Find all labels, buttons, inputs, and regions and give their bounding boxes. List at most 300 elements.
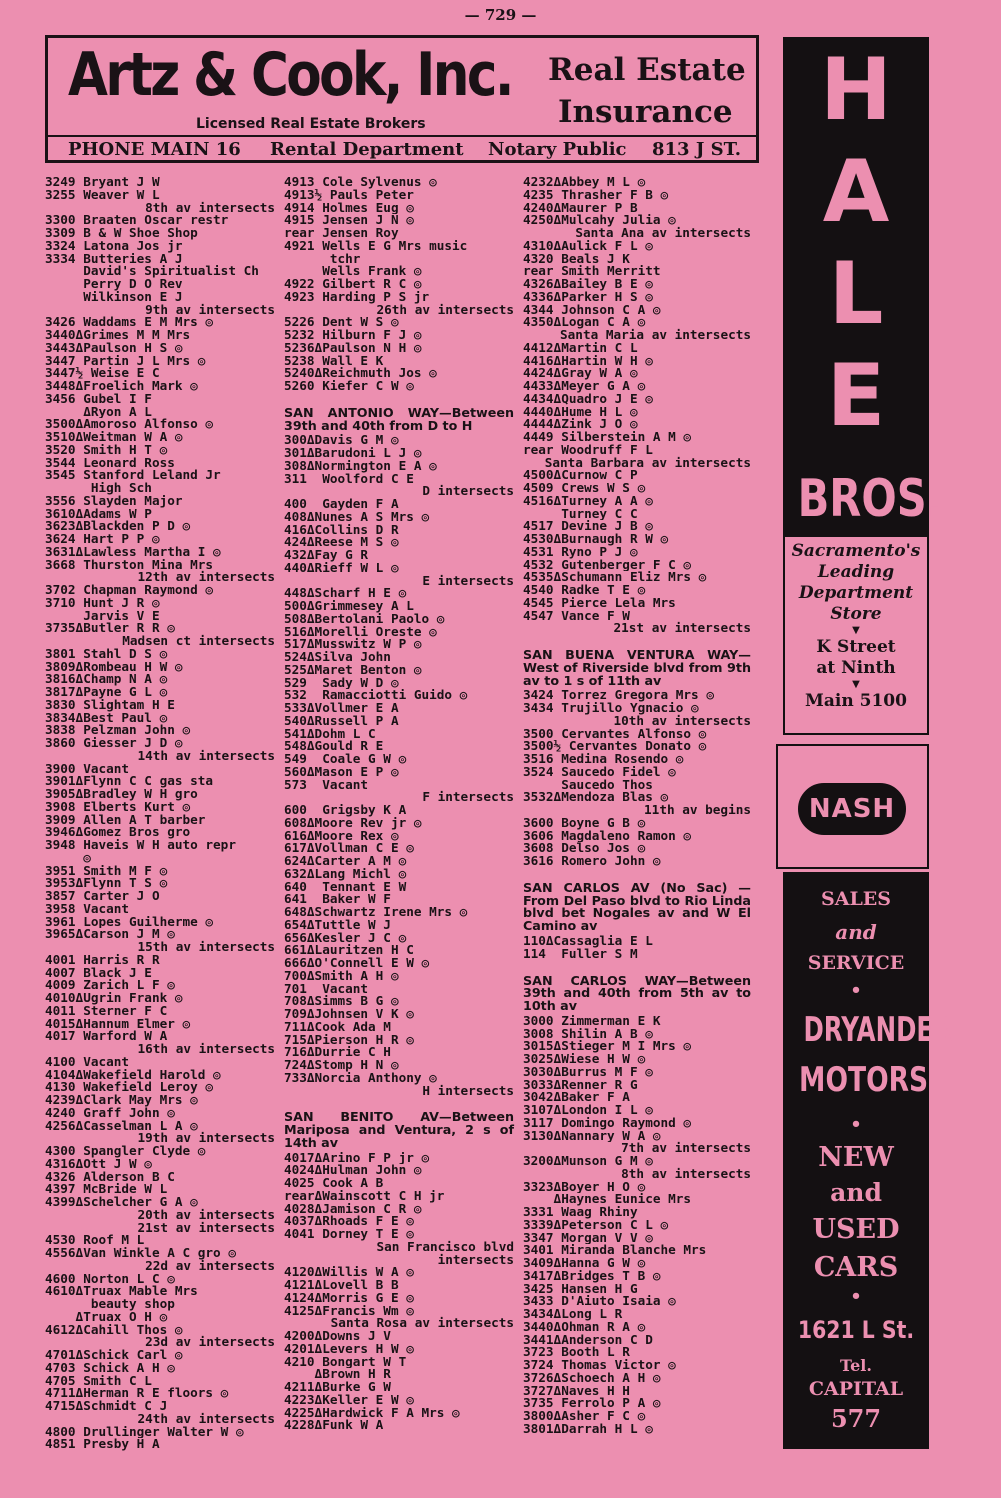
intersection-heading: 23d av intersects bbox=[145, 1334, 275, 1350]
directory-entry: 4024ΔHulman John ◎ bbox=[284, 1164, 422, 1178]
licensed-label: Licensed Real Estate Brokers bbox=[196, 116, 426, 132]
directory-entry: 4041 Dorney T E ◎ bbox=[284, 1228, 414, 1241]
directory-entry: 700ΔSmith A H ◎ bbox=[284, 969, 399, 983]
directory-entry: rear Smith Merritt bbox=[523, 265, 661, 278]
intersection-heading: 24th av intersects bbox=[137, 1410, 275, 1426]
directory-entry: 3347 Morgan V V ◎ bbox=[523, 1231, 653, 1245]
directory-entry: 4540 Radke T E ◎ bbox=[523, 584, 646, 597]
directory-entry: 4433ΔMeyer G A ◎ bbox=[523, 380, 646, 393]
directory-entry: 3130ΔNannary W A ◎ bbox=[523, 1129, 661, 1143]
cars-label: CARS bbox=[813, 1252, 899, 1283]
directory-entry: 632ΔLang Michl ◎ bbox=[284, 867, 407, 881]
directory-entry: 560ΔMason E P ◎ bbox=[284, 765, 399, 779]
directory-entry: 3816ΔChamp N A ◎ bbox=[45, 673, 168, 686]
directory-entry: 400 Gayden F A bbox=[284, 498, 399, 511]
directory-entry: 4547 Vance F W bbox=[523, 609, 630, 623]
service-label: SERVICE bbox=[807, 952, 905, 974]
directory-entry: 517ΔMusswitz W P ◎ bbox=[284, 638, 422, 652]
street-heading: SAN CARLOS WAY—Between 39th and 40th from 5th av to 10th av bbox=[523, 972, 751, 1014]
directory-entry: Perry D O Rev bbox=[45, 278, 183, 291]
directory-entry: 3255 Weaver W L bbox=[45, 188, 160, 202]
directory-entry: 4711ΔHerman R E floors ◎ bbox=[45, 1387, 229, 1400]
hale-bros-label: BROS. bbox=[797, 469, 943, 529]
directory-entry: 661ΔLauritzen H C bbox=[284, 944, 414, 958]
directory-entry: 4612ΔCahill Thos ◎ bbox=[45, 1323, 183, 1337]
intersection-heading: 10th av intersects bbox=[613, 712, 751, 728]
directory-entry: 4350ΔLogan C A ◎ bbox=[523, 316, 646, 329]
directory-entry: 4210 Bongart W T bbox=[284, 1355, 407, 1369]
bullet-1: • bbox=[850, 980, 862, 1001]
directory-entry: 301ΔBarudoni L J ◎ bbox=[284, 447, 422, 460]
directory-entry: 3030ΔBurrus M F ◎ bbox=[523, 1065, 653, 1079]
directory-entry: 3608 Delso Jos ◎ bbox=[523, 842, 646, 856]
capital-label: CAPITAL bbox=[808, 1378, 904, 1400]
directory-entry: 3606 Magdaleno Ramon ◎ bbox=[523, 829, 692, 843]
directory-entry: 3958 Vacant bbox=[45, 902, 130, 916]
directory-entry: 3324 Latona Jos jr bbox=[45, 239, 183, 253]
directory-entry: 3624 Hart P P ◎ bbox=[45, 533, 160, 546]
street-heading: SAN CARLOS AV (No Sac) —From Del Paso blvd to Rio Linda blvd bet Nogales av and W El Camino av bbox=[523, 879, 751, 934]
intersection-heading: 9th av intersects bbox=[145, 301, 275, 317]
directory-entry: 3735 Ferrolo P A ◎ bbox=[523, 1397, 661, 1411]
directory-entry: 3300 Braaten Oscar restr bbox=[45, 214, 229, 227]
insurance-label: Insurance bbox=[558, 94, 733, 130]
directory-entry: 3801ΔDarrah H L ◎ bbox=[523, 1422, 653, 1436]
directory-entry: 4715ΔSchmidt C J bbox=[45, 1400, 168, 1413]
bullet-3: • bbox=[850, 1286, 862, 1307]
directory-entry: 5238 Wall E K bbox=[284, 354, 384, 368]
directory-entry: 4444ΔZink J O ◎ bbox=[523, 418, 638, 431]
and-label-1: and bbox=[835, 920, 877, 944]
directory-entry: 548ΔGould R E bbox=[284, 740, 384, 754]
directory-entry: 3456 Gubel I F bbox=[45, 392, 152, 406]
directory-entry: 4017ΔArino F P jr ◎ bbox=[284, 1151, 430, 1165]
directory-entry: 4915 Jensen J N ◎ bbox=[284, 214, 414, 227]
intersection-heading: 14th av intersects bbox=[137, 747, 275, 763]
directory-entry: 110ΔCassaglia E L bbox=[523, 935, 653, 948]
directory-entry: 624ΔCarter A M ◎ bbox=[284, 855, 407, 868]
directory-entry: 3900 Vacant bbox=[45, 762, 130, 776]
directory-entry: 5240ΔReichmuth Jos ◎ bbox=[284, 367, 437, 380]
ad-divider bbox=[48, 135, 756, 137]
directory-entry: 4535ΔSchumann Eliz Mrs ◎ bbox=[523, 571, 707, 584]
directory-entry: 3857 Carter J O bbox=[45, 890, 160, 903]
nash-ad bbox=[776, 744, 929, 869]
phone-number: 577 bbox=[830, 1404, 882, 1433]
directory-entry: 3323ΔBoyer H O ◎ bbox=[523, 1180, 646, 1194]
directory-entry: 641 Baker W F bbox=[284, 893, 391, 907]
directory-entry: 4921 Wells E G Mrs music bbox=[284, 239, 468, 253]
directory-entry: 4600 Norton L C ◎ bbox=[45, 1272, 175, 1286]
directory-entry: 4130 Wakefield Leroy ◎ bbox=[45, 1081, 214, 1094]
directory-entry: 3440ΔGrimes M M Mrs bbox=[45, 329, 191, 342]
intersection-heading: H intersects bbox=[422, 1082, 514, 1098]
directory-entry: 4037ΔRhoads F E ◎ bbox=[284, 1215, 414, 1229]
directory-entry: 4923 Harding P S jr bbox=[284, 290, 430, 304]
directory-entry: 4703 Schick A H ◎ bbox=[45, 1361, 175, 1375]
directory-entry: Jarvis V E bbox=[45, 609, 160, 623]
directory-entry: 4007 Black J E bbox=[45, 966, 152, 980]
directory-entry: 4517 Devine J B ◎ bbox=[523, 520, 653, 533]
directory-entry: 3727ΔNaves H H bbox=[523, 1384, 630, 1398]
directory-entry: 4240 Graff John ◎ bbox=[45, 1106, 175, 1120]
directory-entry: 4336ΔParker H S ◎ bbox=[523, 290, 653, 304]
directory-entry: 3610ΔAdams W P bbox=[45, 507, 152, 521]
directory-entry: 666ΔO'Connell E W ◎ bbox=[284, 957, 430, 970]
directory-entry: 3948 Haveis W H auto repr bbox=[45, 839, 236, 852]
directory-entry: 3117 Domingo Raymond ◎ bbox=[523, 1116, 692, 1130]
directory-entry: 3015ΔStieger M I Mrs ◎ bbox=[523, 1040, 692, 1054]
directory-entry: 4516ΔTurney A A ◎ bbox=[523, 494, 653, 508]
directory-entry: 3544 Leonard Ross bbox=[45, 456, 175, 470]
directory-entry: 4025 Cook A B bbox=[284, 1177, 384, 1190]
directory-entry: 733ΔNorcia Anthony ◎ bbox=[284, 1071, 437, 1085]
intersection-heading: San Francisco blvd bbox=[376, 1238, 514, 1254]
intersection-heading: Santa Rosa av intersects bbox=[330, 1315, 514, 1331]
directory-entry: 308ΔNormington E A ◎ bbox=[284, 459, 437, 473]
directory-column-1 bbox=[45, 176, 275, 1451]
and-label-2: and bbox=[830, 1178, 882, 1207]
directory-entry: David's Spiritualist Ch bbox=[45, 265, 259, 278]
directory-entry: 3623ΔBlackden P D ◎ bbox=[45, 520, 191, 533]
directory-entry: 4399ΔSchelcher G A ◎ bbox=[45, 1196, 198, 1209]
motors-name: MOTORS bbox=[799, 1060, 929, 1100]
intersection-heading: 16th av intersects bbox=[137, 1041, 275, 1056]
directory-entry: 3545 Stanford Leland Jr bbox=[45, 469, 221, 482]
directory-entry: 5232 Hilburn F J ◎ bbox=[284, 329, 422, 342]
directory-entry: 3801 Stahl D S ◎ bbox=[45, 647, 168, 661]
intersection-heading: Santa Ana av intersects bbox=[575, 225, 751, 240]
directory-column-3 bbox=[523, 176, 751, 1436]
directory-entry: 4239ΔClark May Mrs ◎ bbox=[45, 1094, 198, 1107]
directory-entry: 3200ΔMunson G M ◎ bbox=[523, 1155, 653, 1168]
directory-entry: 4235 Thrasher F B ◎ bbox=[523, 188, 669, 202]
directory-entry: 724ΔStomp H N ◎ bbox=[284, 1059, 399, 1072]
intersection-heading: intersects bbox=[437, 1251, 514, 1267]
street-label: K Street bbox=[816, 637, 896, 657]
street-heading: SAN BUENA VENTURA WAY—West of Riverside blvd from 9th av to 1 s of 11th av bbox=[523, 647, 751, 688]
directory-entry: 3309 B & W Shoe Shop bbox=[45, 227, 198, 240]
phone-label: PHONE MAIN 16 bbox=[68, 139, 241, 160]
directory-entry: 3905ΔBradley W H gro bbox=[45, 788, 198, 801]
directory-entry: 4104ΔWakefield Harold ◎ bbox=[45, 1068, 221, 1082]
hale-phone: Main 5100 bbox=[805, 691, 907, 711]
directory-entry: 4232ΔAbbey M L ◎ bbox=[523, 176, 646, 189]
directory-entry: 3042ΔBaker F A bbox=[523, 1091, 630, 1105]
tagline-2: Leading bbox=[817, 562, 895, 582]
directory-entry: 715ΔPierson H R ◎ bbox=[284, 1033, 414, 1047]
directory-entry: 4416ΔHartin W H ◎ bbox=[523, 354, 653, 368]
directory-entry: rear Jensen Roy bbox=[284, 227, 399, 240]
directory-entry: 3426 Waddams E M Mrs ◎ bbox=[45, 316, 214, 329]
directory-entry: 3425 Hansen H G bbox=[523, 1282, 638, 1296]
directory-entry: 3249 Bryant J W bbox=[45, 176, 160, 189]
directory-entry: 3710 Hunt J R ◎ bbox=[45, 596, 160, 610]
directory-entry: 4200ΔDowns J V bbox=[284, 1330, 391, 1343]
directory-entry: 3334 Butteries A J bbox=[45, 252, 183, 266]
directory-entry: 3008 Shilin A B ◎ bbox=[523, 1027, 653, 1041]
directory-entry: 3448ΔFroelich Mark ◎ bbox=[45, 380, 198, 393]
directory-entry: 440ΔRieff W L ◎ bbox=[284, 561, 399, 575]
directory-entry: 3510ΔWeitman W A ◎ bbox=[45, 431, 183, 444]
directory-entry: 448ΔScharf H E ◎ bbox=[284, 587, 407, 601]
directory-entry: 4344 Johnson C A ◎ bbox=[523, 303, 661, 317]
directory-entry: 3908 Elberts Kurt ◎ bbox=[45, 800, 191, 814]
real-estate-label: Real Estate bbox=[548, 52, 746, 88]
directory-entry: 3441ΔAnderson C D bbox=[523, 1333, 653, 1347]
directory-entry: 3901ΔFlynn C C gas sta bbox=[45, 775, 214, 788]
directory-entry: 3735ΔButler R R ◎ bbox=[45, 622, 175, 635]
directory-entry: 4121ΔLovell B B bbox=[284, 1279, 399, 1292]
directory-entry: 3500 Cervantes Alfonso ◎ bbox=[523, 727, 707, 741]
directory-entry: 3830 Slightam H E bbox=[45, 698, 175, 712]
directory-entry: 4015ΔHannum Elmer ◎ bbox=[45, 1017, 191, 1031]
directory-entry: 4532 Gutenberger F C ◎ bbox=[523, 558, 692, 572]
directory-entry: 3556 Slayden Major bbox=[45, 494, 183, 508]
bullet-2: • bbox=[850, 1114, 862, 1135]
directory-entry: 4449 Silberstein A M ◎ bbox=[523, 431, 692, 444]
directory-entry: 4530ΔBurnaugh R W ◎ bbox=[523, 533, 669, 546]
directory-entry: 4256ΔCasselman L A ◎ bbox=[45, 1119, 198, 1133]
directory-entry: 3401 Miranda Blanche Mrs bbox=[523, 1244, 707, 1258]
directory-entry: 4011 Sterner F C bbox=[45, 1004, 168, 1018]
directory-entry: 311 Woolford C E bbox=[284, 472, 414, 486]
tel-label: Tel. bbox=[840, 1356, 872, 1375]
hale-letter-e: E bbox=[826, 346, 886, 446]
directory-entry: rearΔWainscott C H jr bbox=[284, 1189, 445, 1203]
directory-entry: 3409ΔHanna G W ◎ bbox=[523, 1257, 646, 1270]
directory-entry: 4326ΔBailey B E ◎ bbox=[523, 278, 653, 291]
directory-entry: 3417ΔBridges T B ◎ bbox=[523, 1269, 661, 1283]
directory-entry: 573 Vacant bbox=[284, 778, 369, 792]
directory-entry: 3447½ Weise E C bbox=[45, 367, 160, 380]
directory-entry: 4223ΔKeller E W ◎ bbox=[284, 1393, 414, 1407]
directory-entry: 3443ΔPaulson H S ◎ bbox=[45, 341, 183, 355]
directory-entry: 4017 Warford W A bbox=[45, 1030, 168, 1043]
directory-entry: 4225ΔHardwick F A Mrs ◎ bbox=[284, 1406, 460, 1420]
notary-label: Notary Public bbox=[488, 139, 627, 160]
hale-letter-l: L bbox=[828, 244, 884, 344]
directory-entry: 716ΔDurrie C H bbox=[284, 1046, 391, 1060]
directory-entry: 4701ΔSchick Carl ◎ bbox=[45, 1349, 183, 1362]
directory-entry: 540ΔRussell P A bbox=[284, 714, 399, 728]
directory-entry: ΔTruax O H ◎ bbox=[45, 1310, 168, 1324]
directory-entry: 3724 Thomas Victor ◎ bbox=[523, 1359, 676, 1372]
directory-entry: 4913 Cole Sylvenus ◎ bbox=[284, 176, 437, 189]
intersection-heading: 21st av intersects bbox=[137, 1219, 275, 1235]
directory-entry: 114 Fuller S M bbox=[523, 947, 638, 961]
directory-entry: 3946ΔGomez Bros gro bbox=[45, 826, 191, 839]
directory-entry: 4228ΔFunk W A bbox=[284, 1419, 384, 1433]
directory-entry: 4545 Pierce Lela Mrs bbox=[523, 596, 676, 610]
directory-entry: 5236ΔPaulson N H ◎ bbox=[284, 341, 422, 355]
directory-entry: 541ΔDohm L C bbox=[284, 727, 376, 741]
directory-entry: 4851 Presby H A bbox=[45, 1438, 160, 1451]
hale-letter-a: A bbox=[822, 142, 890, 242]
intersection-heading: 7th av intersects bbox=[621, 1140, 751, 1156]
directory-entry: 616ΔMoore Rex ◎ bbox=[284, 829, 399, 843]
artz-cook-ad bbox=[45, 35, 759, 163]
directory-entry: 300ΔDavis G M ◎ bbox=[284, 434, 399, 448]
directory-entry: 701 Vacant bbox=[284, 982, 369, 996]
at-ninth-label: at Ninth bbox=[816, 658, 896, 678]
directory-entry: 4424ΔGray W A ◎ bbox=[523, 367, 638, 380]
intersection-heading: 21st av intersects bbox=[613, 620, 751, 636]
intersection-heading: 26th av intersects bbox=[376, 301, 514, 317]
directory-entry: ◎ bbox=[45, 851, 91, 865]
directory-entry: 4300 Spangler Clyde ◎ bbox=[45, 1145, 206, 1158]
directory-entry: 3107ΔLondon I L ◎ bbox=[523, 1104, 653, 1117]
directory-entry: 708ΔSimms B G ◎ bbox=[284, 995, 399, 1009]
directory-entry: 4922 Gilbert R C ◎ bbox=[284, 278, 422, 291]
intersection-heading: Madsen ct intersects bbox=[122, 633, 275, 648]
directory-entry: 500ΔGrimmesey A L bbox=[284, 600, 414, 613]
directory-entry: 3440ΔOhman R A ◎ bbox=[523, 1320, 646, 1334]
directory-entry: 3616 Romero John ◎ bbox=[523, 855, 661, 868]
new-label: NEW bbox=[818, 1142, 894, 1173]
directory-entry: 432ΔFay G R bbox=[284, 549, 369, 562]
directory-entry: 4326 Alderson B C bbox=[45, 1170, 175, 1184]
directory-entry: 3532ΔMendoza Blas ◎ bbox=[523, 791, 669, 805]
directory-entry: 608ΔMoore Rev jr ◎ bbox=[284, 816, 422, 830]
directory-entry: 3909 Allen A T barber bbox=[45, 813, 206, 827]
intersection-heading: 8th av intersects bbox=[145, 199, 275, 215]
intersection-heading: 20th av intersects bbox=[137, 1206, 275, 1222]
intersection-heading: 19th av intersects bbox=[137, 1130, 275, 1146]
street-heading: SAN BENITO AV—Between Mariposa and Ventura, 2 s of 14th av bbox=[284, 1109, 514, 1150]
directory-entry: 711ΔCook Ada M bbox=[284, 1020, 391, 1034]
directory-entry: ΔBrown H R bbox=[284, 1368, 391, 1382]
directory-entry: tchr bbox=[284, 252, 361, 266]
intersection-heading: Santa Maria av intersects bbox=[560, 327, 751, 342]
directory-entry: 617ΔVollman C E ◎ bbox=[284, 842, 414, 856]
directory-entry: 424ΔReese M S ◎ bbox=[284, 536, 399, 550]
directory-entry: 4028ΔJamison C R ◎ bbox=[284, 1202, 422, 1216]
arrow-1: ▼ bbox=[852, 625, 860, 636]
directory-entry: 516ΔMorelli Oreste ◎ bbox=[284, 625, 437, 639]
directory-entry: 4397 McBride W L bbox=[45, 1183, 168, 1196]
directory-entry: 3860 Giesser J D ◎ bbox=[45, 737, 183, 750]
directory-entry: 3000 Zimmerman E K bbox=[523, 1014, 661, 1028]
directory-entry: 3516 Medina Rosendo ◎ bbox=[523, 753, 684, 766]
nash-logo: NASH bbox=[798, 783, 906, 835]
directory-entry: 3951 Smith M F ◎ bbox=[45, 864, 168, 878]
intersection-heading: 8th av intersects bbox=[621, 1165, 751, 1181]
directory-entry: Saucedo Thos bbox=[523, 778, 653, 792]
intersection-heading: E intersects bbox=[422, 572, 514, 588]
directory-entry: 508ΔBertolani Paolo ◎ bbox=[284, 612, 445, 626]
intersection-heading: 15th av intersects bbox=[137, 939, 275, 954]
dryander-ad bbox=[783, 872, 952, 1449]
directory-entry: 3033ΔRenner R G bbox=[523, 1078, 638, 1092]
directory-entry: 640 Tennant E W bbox=[284, 880, 407, 894]
directory-entry: Wilkinson E J bbox=[45, 290, 183, 304]
address-label: 813 J ST. bbox=[652, 139, 741, 160]
arrow-2: ▼ bbox=[852, 679, 860, 690]
directory-entry: 3600 Boyne G B ◎ bbox=[523, 816, 646, 830]
directory-entry: 648ΔSchwartz Irene Mrs ◎ bbox=[284, 906, 468, 919]
directory-entry: 4531 Ryno P J ◎ bbox=[523, 545, 638, 559]
directory-entry: 4010ΔUgrin Frank ◎ bbox=[45, 992, 183, 1005]
intersection-heading: D intersects bbox=[422, 483, 514, 499]
directory-entry: 5226 Dent W S ◎ bbox=[284, 316, 399, 329]
directory-entry: 654ΔTuttle W J bbox=[284, 918, 391, 932]
directory-entry: Turney C C bbox=[523, 507, 638, 521]
directory-entry: 4211ΔBurke G W bbox=[284, 1381, 391, 1394]
directory-entry: 3631ΔLawless Martha I ◎ bbox=[45, 545, 221, 559]
directory-entry: 3500½ Cervantes Donato ◎ bbox=[523, 740, 707, 754]
intersection-heading: F intersects bbox=[422, 789, 514, 805]
directory-entry: 3834ΔBest Paul ◎ bbox=[45, 711, 168, 725]
directory-entry: 3800ΔAsher F C ◎ bbox=[523, 1410, 646, 1423]
directory-entry: 529 Sady W D ◎ bbox=[284, 676, 399, 690]
directory-entry: 4201ΔLevers H W ◎ bbox=[284, 1342, 414, 1356]
directory-entry: 3726ΔSchoech A H ◎ bbox=[523, 1371, 661, 1385]
directory-entry: 4705 Smith C L bbox=[45, 1374, 152, 1388]
sales-label: SALES bbox=[820, 888, 892, 910]
directory-entry: 4124ΔMorris G E ◎ bbox=[284, 1291, 414, 1305]
directory-entry: 3500ΔAmoroso Alfonso ◎ bbox=[45, 418, 214, 431]
tagline-3: Department bbox=[798, 583, 914, 603]
directory-entry: ΔHaynes Eunice Mrs bbox=[523, 1193, 692, 1207]
directory-entry: 600 Grigsby K A bbox=[284, 804, 407, 817]
directory-entry: 533ΔVollmer E A bbox=[284, 702, 399, 715]
directory-entry: 4316ΔOtt J W ◎ bbox=[45, 1157, 152, 1171]
tagline-1: Sacramento's bbox=[791, 541, 921, 561]
directory-entry: 3668 Thurston Mina Mrs bbox=[45, 558, 214, 572]
directory-entry: 4001 Harris R R bbox=[45, 953, 160, 967]
directory-entry: 3434 Trujillo Ygnacio ◎ bbox=[523, 702, 699, 715]
directory-entry: 3524 Saucedo Fidel ◎ bbox=[523, 765, 676, 779]
directory-entry: 408ΔNunes A S Mrs ◎ bbox=[284, 510, 430, 524]
directory-entry: rear Woodruff F L bbox=[523, 443, 653, 457]
directory-entry: 524ΔSilva John bbox=[284, 651, 391, 664]
directory-entry: 3433 D'Aiuto Isaia ◎ bbox=[523, 1295, 676, 1309]
used-label: USED bbox=[812, 1214, 900, 1245]
directory-entry: High Sch bbox=[45, 482, 152, 495]
directory-entry: 4240ΔMaurer P B bbox=[523, 201, 638, 215]
rental-label: Rental Department bbox=[270, 139, 464, 160]
directory-entry: 709ΔJohnsen V K ◎ bbox=[284, 1008, 414, 1021]
directory-entry: 4500ΔCurnow C P bbox=[523, 469, 638, 482]
directory-entry: 3817ΔPayne G L ◎ bbox=[45, 686, 168, 699]
directory-entry: 4914 Holmes Eug ◎ bbox=[284, 201, 414, 215]
company-name: Artz & Cook, Inc. bbox=[68, 40, 512, 110]
directory-entry: 4320 Beals J K bbox=[523, 252, 630, 266]
directory-entry: 4310ΔAulick F L ◎ bbox=[523, 239, 653, 253]
directory-entry: 3331 Waag Rhiny bbox=[523, 1206, 638, 1219]
intersection-heading: Santa Barbara av intersects bbox=[544, 454, 751, 470]
directory-entry: 5260 Kiefer C W ◎ bbox=[284, 380, 414, 393]
directory-entry: 549 Coale G W ◎ bbox=[284, 753, 407, 766]
directory-entry: 3025ΔWiese H W ◎ bbox=[523, 1053, 646, 1066]
directory-entry: 3520 Smith H T ◎ bbox=[45, 443, 168, 457]
directory-entry: 3809ΔRombeau H W ◎ bbox=[45, 660, 183, 674]
intersection-heading: 12th av intersects bbox=[137, 569, 275, 585]
directory-entry: 4913½ Pauls Peter bbox=[284, 188, 414, 202]
directory-entry: 4100 Vacant bbox=[45, 1055, 130, 1069]
directory-entry: 4009 Zarich L F ◎ bbox=[45, 979, 175, 992]
directory-entry: 3702 Chapman Raymond ◎ bbox=[45, 584, 214, 597]
directory-entry: 4800 Drullinger Walter W ◎ bbox=[45, 1425, 244, 1439]
directory-entry: 3447 Partin J L Mrs ◎ bbox=[45, 354, 206, 368]
directory-entry: 4120ΔWillis W A ◎ bbox=[284, 1266, 414, 1280]
directory-entry: 3965ΔCarson J M ◎ bbox=[45, 928, 175, 941]
directory-entry: 3838 Pelzman John ◎ bbox=[45, 724, 191, 737]
directory-entry: 4556ΔVan Winkle A C gro ◎ bbox=[45, 1247, 236, 1260]
directory-entry: 4509 Crews W S ◎ bbox=[523, 482, 646, 495]
page-number: — 729 — bbox=[464, 6, 537, 24]
